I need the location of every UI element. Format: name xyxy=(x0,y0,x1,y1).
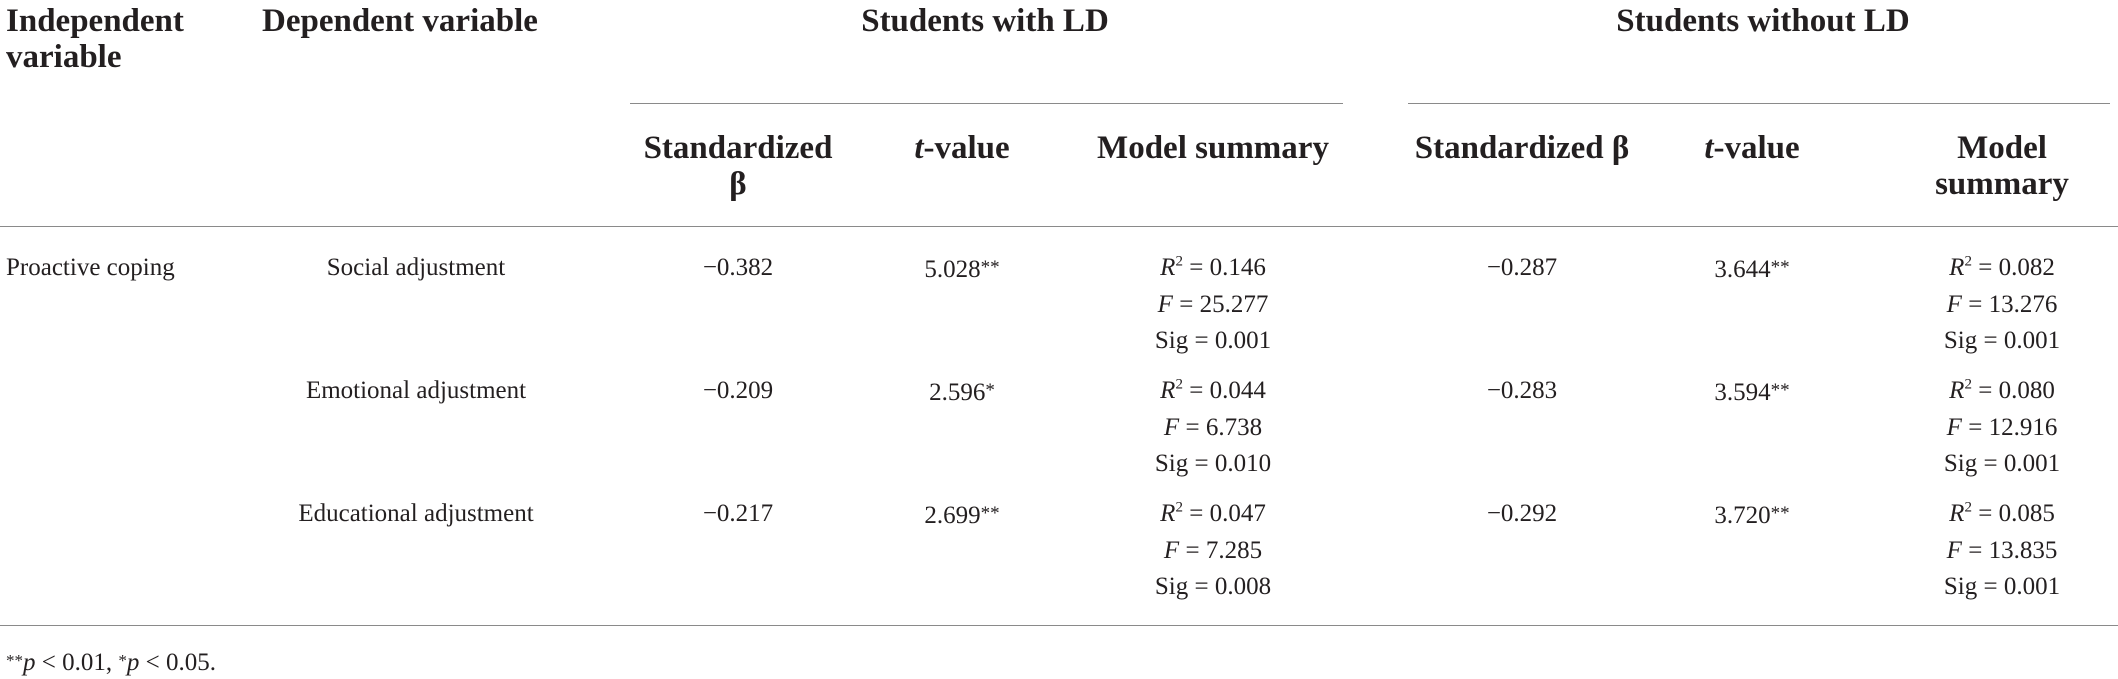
cell-dependent: Emotional adjustment xyxy=(305,377,527,404)
table-bottom-rule xyxy=(0,625,2118,626)
cell-beta-no-ld: −0.292 xyxy=(1486,500,1558,527)
header-model-summary-ld: Model summary xyxy=(1097,130,1329,166)
header-standardized-beta-ld: Standardized β xyxy=(643,130,833,202)
cell-model-summary-no-ld: $R^2 = 0.080$ F = 12.916 Sig = 0.001 xyxy=(1943,376,2061,477)
header-bottom-rule xyxy=(0,226,2118,227)
table-footnote: **p < 0.01, *p < 0.05. xyxy=(6,649,216,676)
header-dependent-variable: Dependent variable xyxy=(262,3,538,39)
group-ld-rule xyxy=(630,103,1343,104)
header-independent-variable: Independent variable xyxy=(6,3,184,75)
header-t-value-no-ld: t-value xyxy=(1704,130,1800,166)
cell-model-summary-ld: $R^2 = 0.047$ F = 7.285 Sig = 0.008 xyxy=(1154,499,1272,600)
cell-beta-no-ld: −0.283 xyxy=(1486,377,1558,404)
cell-t-no-ld: 3.720** xyxy=(1714,502,1790,529)
cell-model-summary-no-ld: $R^2 = 0.082$ F = 13.276 Sig = 0.001 xyxy=(1943,253,2061,354)
cell-t-no-ld: 3.594** xyxy=(1714,379,1790,406)
header-group-ld: Students with LD xyxy=(861,3,1109,39)
cell-t-ld: 2.699** xyxy=(924,502,1000,529)
cell-t-ld: 5.028** xyxy=(924,256,1000,283)
cell-beta-ld: −0.382 xyxy=(702,254,774,281)
header-standardized-beta-no-ld: Standardized β xyxy=(1414,130,1630,166)
header-group-no-ld: Students without LD xyxy=(1616,3,1910,39)
cell-dependent: Social adjustment xyxy=(326,254,506,281)
cell-beta-ld: −0.217 xyxy=(702,500,774,527)
group-no-ld-rule xyxy=(1408,103,2110,104)
cell-independent: Proactive coping xyxy=(6,254,175,281)
cell-model-summary-ld: $R^2 = 0.044$ F = 6.738 Sig = 0.010 xyxy=(1154,376,1272,477)
header-t-value-ld: t-value xyxy=(914,130,1010,166)
cell-beta-no-ld: −0.287 xyxy=(1486,254,1558,281)
cell-t-no-ld: 3.644** xyxy=(1714,256,1790,283)
cell-beta-ld: −0.209 xyxy=(702,377,774,404)
cell-model-summary-no-ld: $R^2 = 0.085$ F = 13.835 Sig = 0.001 xyxy=(1943,499,2061,600)
cell-t-ld: 2.596* xyxy=(929,379,995,406)
cell-model-summary-ld: $R^2 = 0.146$ F = 25.277 Sig = 0.001 xyxy=(1154,253,1272,354)
header-model-summary-no-ld: Model summary xyxy=(1935,130,2069,202)
cell-dependent: Educational adjustment xyxy=(298,500,534,527)
